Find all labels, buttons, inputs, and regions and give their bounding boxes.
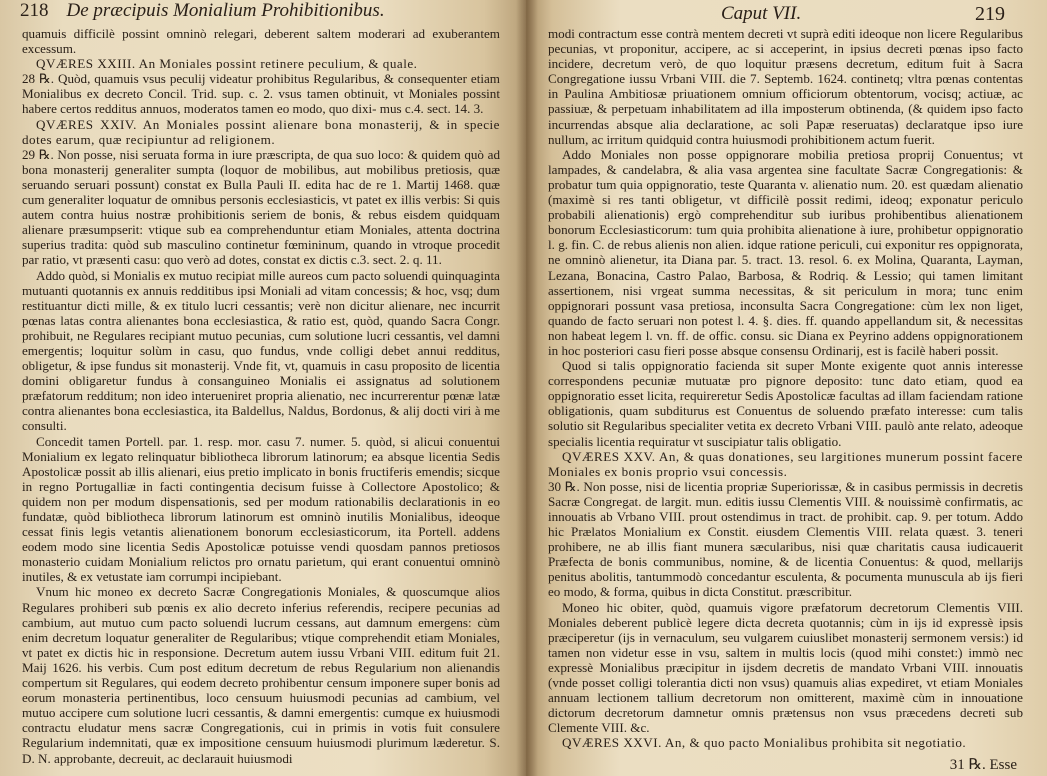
left-paragraph-1: quamuis difficilè possint omninò relegari, deberent saltem moderari ad exuberantem excessum.	[22, 26, 500, 57]
question-xxiv: QVÆRES XXIV. An Moniales possint alienare bona monasterij, & in specie dotes earum, quæ recipiuntur ad religionem.	[22, 116, 500, 147]
left-running-title: De præcipuis Monialium Prohibitionibus.	[66, 0, 385, 21]
left-paragraph-addo: Addo quòd, si Monialis ex mutuo recipiat mille aureos cum pacto soluendi quinquaginta mutuanti quotannis ex annuis redditibus ipsi Moniali ad vitam concessis; & hoc, vsq; dum restituantur dicti mille, & ex titulo lucri cessantis; verè non dicitur alienare, nec incurrit pœnas latas contra alienantes bona ecclesiastica, & ratio est, quòd, quando Sacra Congr. prohibuit, ne Regulares recipiant mutuo pecunias, cum solutione lucri cessantis, vel damni emergentis; loquitur solùm in casu, quo fundus, vnde colligi debet annui redditus, obligetur, & ipse fundus sit monasterij. Vnde fit, vt, quamuis in casu proposito de licentia domini obligaretur fundus à consanguineo Monialis ei assignatus ad solutionem præfatorum redditum; non ideo interueniret propria alienatio, nec incurrerentur pœnæ latæ contra alienantes bona ecclesiastica, ita Baldellus, Naldus, Bordonus, & alij docti viri à me consulti.	[22, 267, 500, 434]
right-paragraph-addo: Addo Moniales non posse oppignorare mobilia pretiosa proprij Conuentus; vt lampades, & candelabra, & alia vasa argentea sine facultate Sacræ Congregationis: & probatur tum quia oppignoratio, teste Quaranta v. alienatio num. 20. est quædam alienatio (maximè si res tanti obligetur, vt difficilè possit redimi, ideoq; exponatur periculo probabili alienationis) ergò comprehenditur sub iuribus prohibentibus alienationem bonorum Ecclesiasticorum: tum quia prohibita alienatione à iure, prohibetur oppignoratio l. g. fin. C. de rebus alienis non alien. idque ratione periculi, cui exponitur res oppignorata, ne omninò alienetur, ita Diana par. 5. tract. 13. resol. 6. ex Molina, Quaranta, Layman, Lezana, Bonacina, Castro Palao, Barbosa, & Rodriq. & Lessio; qui tamen limitant assertionem, nisi vrgeat summa necessitas, & sit periculum in mora; tunc enim oppignorari possunt vasa pretiosa, inconsulta Sacra Congregatione: cùm lex non liget, quando de facto seruari non potest l. 4. §. dies. ff. quando appellandum sit, & necessitas non habeat legem l. vn. ff. de offic. consu. sic Diana ex Peyrino addens oppignorationem in hoc posteriori casu fieri posse absque consensu Ordinarij, est is facilè haberi possit.	[548, 146, 1023, 358]
left-paragraph-concedit: Concedit tamen Portell. par. 1. resp. mor. casu 7. numer. 5. quòd, si alicui conuentui Monialium ex legato relinquatur bibliotheca librorum latinorum; ea absque licentia Sedis Apostolicæ possit ab illis alienari, eius pretio implicato in bonis fructiferis emendis; sicque in regno Portugalliæ in facti contingentia decisum fuisse à Collectore Apostolico; & quidem non per modum dispensationis, sed per modum rationabilis declarationis in eo fundatæ, quòd bibliotheca librorum latinorum est omninò inutilis Monialibus, ideoque cessat finis legis vetantis alienationem bonorum ecclesiasticorum, ita Portell. addens eodem modo sine licentia Sedis Apostolicæ potuisse vendi quosdam pannos pretiosos monasterio cuidam Monialium relictos pro ornatu parietum, qui erant conuentui omninò inutiles, & ex vetustate iam corrumpi incipiebant.	[22, 433, 500, 585]
book-gutter	[516, 0, 538, 776]
right-header	[526, 0, 1047, 25]
left-body-text	[22, 26, 500, 766]
question-xxv: QVÆRES XXV. An, & quas donationes, seu largitiones munerum possint facere Moniales ex bonis proprio vsui concessis.	[548, 448, 1023, 479]
question-xxvi: QVÆRES XXVI. An, & quo pacto Monialibus prohibita sit negotiatio.	[562, 735, 967, 751]
answer-29: 29 ℞. Non posse, nisi seruata forma in iure præscripta, de qua suo loco: & quidem quò ad bona monasterij generaliter sumpta (loquor de mobilibus, aut mobilibus pretiosis, quæ seruando seruari possunt) constat ex Bulla Pauli II. edita hac de re 1. Martij 1468. quæ cum generaliter loquatur de omnibus personis ecclesiasticis, vt patet ex illis verbis: Si quis autem contra huius nostræ prohibitionis seriem de bonis, & rebus eisdem quidquam alienare præsumpserit: vtique sub ea comprehenduntur etiam Moniales, attenta doctrina superius tradita: quòd sub masculino continetur fœmininum, quando in vtroque procedit par ratio, vt præsenti casu: quo verò ad dotes, constat ex dictis c.3. sect. 2. q. 11.	[22, 146, 500, 268]
right-paragraph-moneo: Moneo hic obiter, quòd, quamuis vigore præfatorum decretorum Clementis VIII. Moniales deberent publicè legere dicta decreta quotannis; cùm in ijs id expressè ipsis præciperetur (ijs in vernaculum, seu vulgarem cuiuslibet monasterij sermonem versis:) id tamen non videtur esse in vsu, saltem in multis locis (quod mihi constet:) immò nec expressè Monialibus præcipitur in ijsdem decretis de mandato Vrbani VIII. innouatis (vnde posset colligi tolerantia dicti non vsus) quamuis alias expediret, vt etiam Moniales annuam lectionem tallium decretorum non omitterent, maximè cùm in innouatione dictorum decretorum damnetur omnis prætensus non vsus præcedens decreti sub Clemente VIII. &c.	[548, 599, 1023, 736]
left-paragraph-vnum: Vnum hic moneo ex decreto Sacræ Congregationis Moniales, & quoscumque alios Regulares prohiberi sub pœnis ex alio decreto inferius referendis, recipere pecunias ad cambium, aut mutuo cum pacto soluendi lucrum cessans, aut damnum emergens: cùm enim decretum loquatur generaliter de Regularibus; vtique comprehendit etiam Moniales, vt patet ex dictis hic in responsione. Decretum autem iussu Vrbani VIII. editum fuit 21. Maij 1626. his verbis. Cum post editum decretum de rebus Regularium non alienandis compertum sit Regulares, qui eodem decreto prohibentur censum imponere super bonis ad eorum monasteria pertinentibus, loco censuum huiusmodi pecunias ad cambium, vel mutuo accipere cum solutione lucri cessantis, & damni emergentis: cumque ex huiusmodi contractu eludatur mens sacræ Congregationis, cui in primis in votis fuit consulere Regularium indemnitati, quæ ex impositione censuum huiusmodi plurimum læderetur. S. D. N. approbante, decreuit, ac declarauit huiusmodi	[22, 584, 500, 766]
answer-30: 30 ℞. Non posse, nisi de licentia propriæ Superiorissæ, & in casibus permissis in decretis Sacræ Congregat. de largit. mun. editis iussu Clementis VIII. & nouissimè confirmatis, ac innouatis ab Vrbano VIII. prout ostendimus in tract. de prohibit. cap. 9. per totum. Addo hic Prælatos Monialium ex Constit. eiusdem Clementis VIII. relata quæst. 3. teneri prohibere, ne ab illis fiant munera sæcularibus, nisi quæ charitatis causa iudicauerit Præfecta de bonis communibus, nomine, & de licentia Conuentus: & quod, mellarijs penitus abolitis, tantummodò concedantur esculenta, & pocumenta munuscula ab ijs fieri eo modo, & forma, quibus in dicta Constitut. præscribitur.	[548, 478, 1023, 600]
right-running-title: Caput VII.	[721, 3, 802, 24]
right-page-number: 219	[975, 3, 1005, 25]
question-xxiii: QVÆRES XXIII. An Moniales possint retinere peculium, & quale.	[36, 56, 418, 72]
right-paragraph-1: modi contractum esse contrà mentem decreti vt suprà editi ideoque non licere Regularibus pecunias, vt proponitur, accipere, ac si acceperint, in ipsius decreti pœnas ipso facto incidere, decretum verò, de quo loquitur præsens decretum, editum fuit à Sacra Congregatione iussu Vrbani VIII. die 7. Septemb. 1624. continetq; vltra pœnas contentas in Paulina Ambitiosæ priuationem omnium officiorum obtentorum, vocisq; actiuæ, ac passiuæ, & perpetuam inhabilitatem ad illa imposterum obtinenda, (& quidem ipso facto incurrendas absque alia declaratione, ac soli Papæ reseruatas) declaratque ipso iure nullum, ac irritum quidquid contra huiusmodi prohibitionem actum fuerit.	[548, 26, 1023, 147]
left-page-number: 218	[20, 0, 49, 21]
left-header	[20, 0, 385, 22]
right-paragraph-quod: Quod si talis oppignoratio facienda sit super Monte exigente quot annis interesse correspondens pecuniæ mutuatæ pro pignore deposito: tunc dato etiam, quod ea oppignoratio esset licita, requireretur Sedis Apostolicæ facultas ad illam faciendam ratione obligationis, quam subditurus est Conuentus de soluendo præfato interesse: cum talis solutio sit Regularibus specialiter vetita ex decreto Vrbani VIII. paulò ante relato, adeoque specialis licentia requiratur vt suscipiatur talis obligatio.	[548, 358, 1023, 449]
answer-28: 28 ℞. Quòd, quamuis vsus peculij videatur prohibitus Regularibus, & consequenter etiam Monialibus ex decreto Concil. Trid. sup. c. 2. vsus tamen obtinuit, vt Moniales possint habere certos redditus annuos, moderatos tamen eo modo, quo dixi- mus c.4. sect. 14. 3.	[22, 71, 500, 117]
right-page	[526, 0, 1047, 776]
right-body-text	[548, 26, 1023, 751]
catchword: 31 ℞. Esse	[949, 757, 1017, 773]
